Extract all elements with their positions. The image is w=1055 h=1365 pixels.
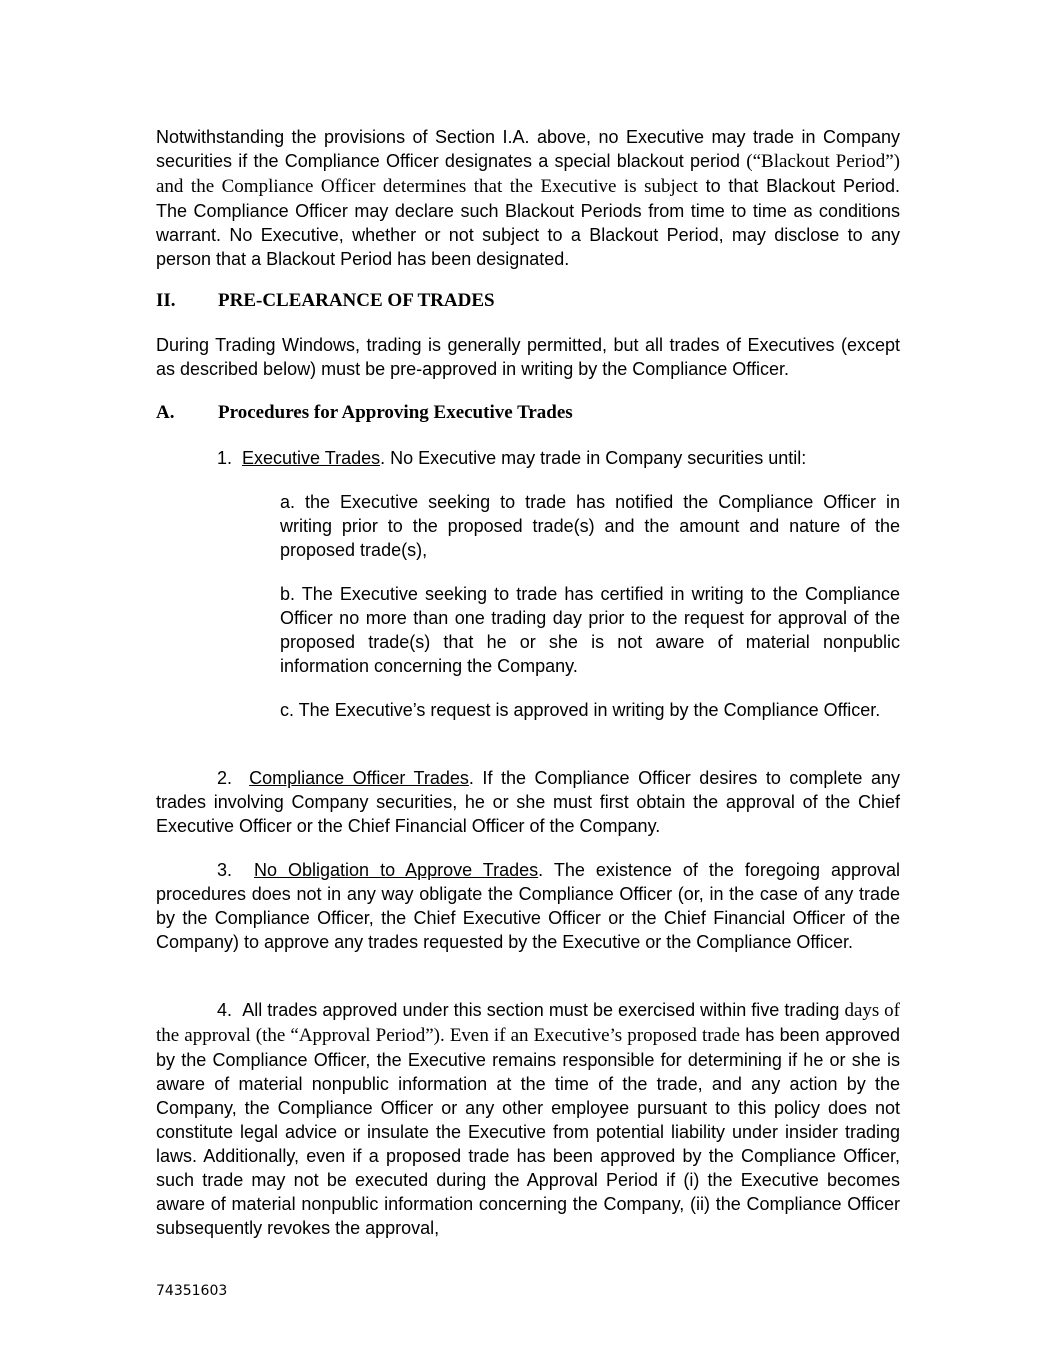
- sub-item-c: c. The Executive’s request is approved in writing by the Compliance Officer.: [280, 700, 881, 720]
- trading-windows-paragraph: During Trading Windows, trading is generally permitted, but all trades of Executives (except as described below) must be pre-approved in writing by the Compliance Officer.: [156, 335, 900, 379]
- sub-item-b: b. The Executive seeking to trade has certified in writing to the Compliance Officer no more than one trading day prior to the request for approval of the proposed trade(s) that he or she is not aware of material nonpublic information concerning the Company.: [280, 584, 900, 676]
- item-4-text-part3: has been approved by the Compliance Officer, the Executive remains responsible for determining if he or she is aware of material nonpublic information at the time of the trade, and any action by the Company, the Compliance Officer or any other employee pursuant to this policy does not constitute legal advice or insulate the Executive from potential liability under insider trading laws. Additionally, even if a proposed trade has been approved by the Compliance Officer, such trade may not be executed during the Approval Period if (i) the Executive becomes aware of material nonpublic information concerning the Company, (ii) the Compliance Officer subsequently revokes the approval,: [156, 1025, 900, 1238]
- item-4-text-part2: days of the approval (the “Approval Period”). Even if an Executive’s proposed trade: [156, 1000, 900, 1046]
- item-4: [156, 998, 900, 1240]
- item-3: [156, 858, 900, 954]
- section-ii-number: II.: [156, 290, 176, 311]
- section-ii-heading: [156, 289, 900, 313]
- item-1-title: Executive Trades: [242, 448, 381, 468]
- section-a-heading: [156, 401, 900, 425]
- item-3-title: No Obligation to Approve Trades: [254, 860, 539, 880]
- blackout-text-part3: to that Blackout Period. The Compliance Officer may declare such Blackout Periods from time to time as conditions warrant. No Executive, whether or not subject to a Blackout Period, may disclose to any person that a Blackout Period has been designated.: [156, 176, 900, 269]
- blackout-text-part1: Notwithstanding the provisions of Section I.A. above, no Executive may trade in Company securities if the Compliance Officer designates a special blackout period: [156, 127, 900, 171]
- item-2-title: Compliance Officer Trades: [249, 768, 469, 788]
- item-2-text: . If the Compliance Officer desires to complete any trades involving Company securities, he or she must first obtain the approval of the Chief Executive Officer or the Chief Financial Officer of the Company.: [156, 768, 900, 836]
- section-a-title: Procedures for Approving Executive Trades: [218, 402, 573, 423]
- item-2-number: 2.: [217, 768, 233, 788]
- sub-item-a: a. the Executive seeking to trade has notified the Compliance Officer in writing prior to the proposed trade(s) and the amount and nature of the proposed trade(s),: [280, 492, 900, 560]
- section-a-number: A.: [156, 402, 175, 423]
- blackout-paragraph: [156, 125, 900, 271]
- blackout-text-part2: (“Blackout Period”) and the Compliance Officer determines that the Executive is subject: [156, 151, 901, 197]
- item-4-number: 4.: [217, 1000, 233, 1020]
- item-3-number: 3.: [217, 860, 233, 880]
- document-id-footer: 74351603: [156, 1283, 228, 1299]
- item-1: [217, 446, 900, 470]
- item-3-text: . The existence of the foregoing approval procedures does not in any way obligate the Compliance Officer (or, in the case of any trade by the Compliance Officer, the Chief Executive Officer or the Chief Financial Officer of the Company) to approve any trades requested by the Executive or the Compliance Officer.: [156, 860, 900, 952]
- item-1-number: 1.: [217, 448, 233, 468]
- item-1-text: . No Executive may trade in Company securities until:: [380, 448, 807, 468]
- item-4-text-part1: All trades approved under this section must be exercised within five trading: [242, 1000, 845, 1020]
- item-2: [156, 766, 900, 838]
- section-ii-title: PRE-CLEARANCE OF TRADES: [218, 290, 495, 311]
